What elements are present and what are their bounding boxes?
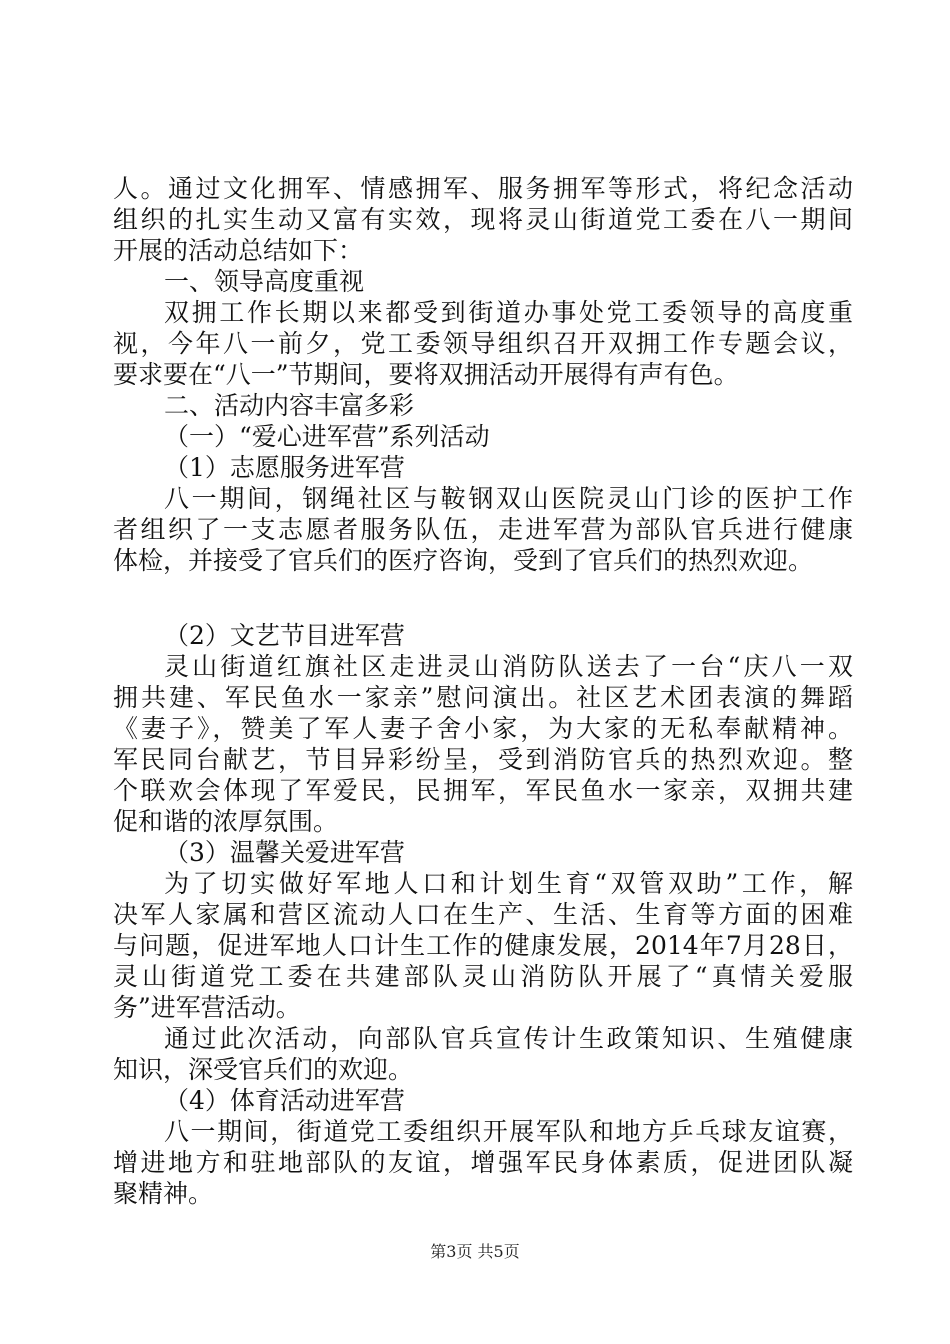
text-line: 通过此次活动，向部队官兵宣传计生政策知识、生殖健康 — [164, 1024, 853, 1053]
text-line: 军民同台献艺，节目异彩纷呈，受到消防官兵的热烈欢迎。整 — [113, 745, 853, 774]
paragraph — [113, 1116, 853, 1209]
text-line: 二、活动内容丰富多彩 — [164, 391, 415, 420]
text-line: （1）志愿服务进军营 — [164, 453, 405, 482]
paragraph — [113, 1023, 853, 1085]
text-line: 促和谐的浓厚氛围。 — [113, 807, 339, 836]
paragraph — [113, 483, 853, 576]
paragraph — [113, 421, 853, 452]
text-line: 开展的活动总结如下： — [113, 236, 364, 265]
text-line: 灵山街道党工委在共建部队灵山消防队开展了“真情关爱服 — [113, 962, 853, 991]
paragraph — [113, 297, 853, 390]
text-line: （4）体育活动进军营 — [164, 1086, 405, 1115]
text-line: 《妻子》，赞美了军人妻子舍小家，为大家的无私奉献精神。 — [113, 714, 853, 743]
paragraph-gap — [113, 576, 853, 620]
text-line: 八一期间，街道党工委组织开展军队和地方乒乓球友谊赛， — [164, 1117, 853, 1146]
document-body — [113, 173, 853, 1209]
text-line: （3）温馨关爱进军营 — [164, 838, 405, 867]
text-line: （2）文艺节目进军营 — [164, 621, 405, 650]
paragraph — [113, 837, 853, 868]
text-line: 体检，并接受了官兵们的医疗咨询，受到了官兵们的热烈欢迎。 — [113, 546, 814, 575]
text-line: 一、领导高度重视 — [164, 267, 365, 296]
page-footer: 第3页 共5页 — [430, 1242, 520, 1261]
paragraph — [113, 266, 853, 297]
text-line: 为了切实做好军地人口和计划生育“双管双助”工作，解 — [164, 869, 853, 898]
text-line: 要求要在“八一”节期间，要将双拥活动开展得有声有色。 — [113, 360, 739, 389]
paragraph — [113, 651, 853, 837]
paragraph — [113, 868, 853, 1023]
text-line: 决军人家属和营区流动人口在生产、生活、生育等方面的困难 — [113, 900, 853, 929]
paragraph — [113, 173, 853, 266]
paragraph — [113, 390, 853, 421]
text-line: 者组织了一支志愿者服务队伍，走进军营为部队官兵进行健康 — [113, 515, 853, 544]
text-line: 视，今年八一前夕，党工委领导组织召开双拥工作专题会议， — [113, 329, 853, 358]
text-line: 聚精神。 — [113, 1179, 214, 1208]
paragraph — [113, 1085, 853, 1116]
text-line: 人。通过文化拥军、情感拥军、服务拥军等形式，将纪念活动 — [113, 174, 853, 203]
text-line: 双拥工作长期以来都受到街道办事处党工委领导的高度重 — [164, 298, 853, 327]
text-line: 灵山街道红旗社区走进灵山消防队送去了一台“庆八一双 — [164, 652, 853, 681]
paragraph — [113, 452, 853, 483]
text-line: （一）“爱心进军营”系列活动 — [164, 422, 490, 451]
paragraph — [113, 620, 853, 651]
text-line: 八一期间，钢绳社区与鞍钢双山医院灵山门诊的医护工作 — [164, 484, 853, 513]
text-line: 组织的扎实生动又富有实效，现将灵山街道党工委在八一期间 — [113, 205, 853, 234]
text-line: 个联欢会体现了军爱民，民拥军，军民鱼水一家亲，双拥共建 — [113, 776, 853, 805]
text-line: 拥共建、军民鱼水一家亲”慰问演出。社区艺术团表演的舞蹈 — [113, 683, 853, 712]
text-line: 与问题，促进军地人口计生工作的健康发展，2014年7月28日， — [113, 931, 853, 960]
text-line: 务”进军营活动。 — [113, 993, 301, 1022]
text-line: 增进地方和驻地部队的友谊，增强军民身体素质，促进团队凝 — [113, 1148, 853, 1177]
text-line: 知识，深受官兵们的欢迎。 — [113, 1055, 414, 1084]
